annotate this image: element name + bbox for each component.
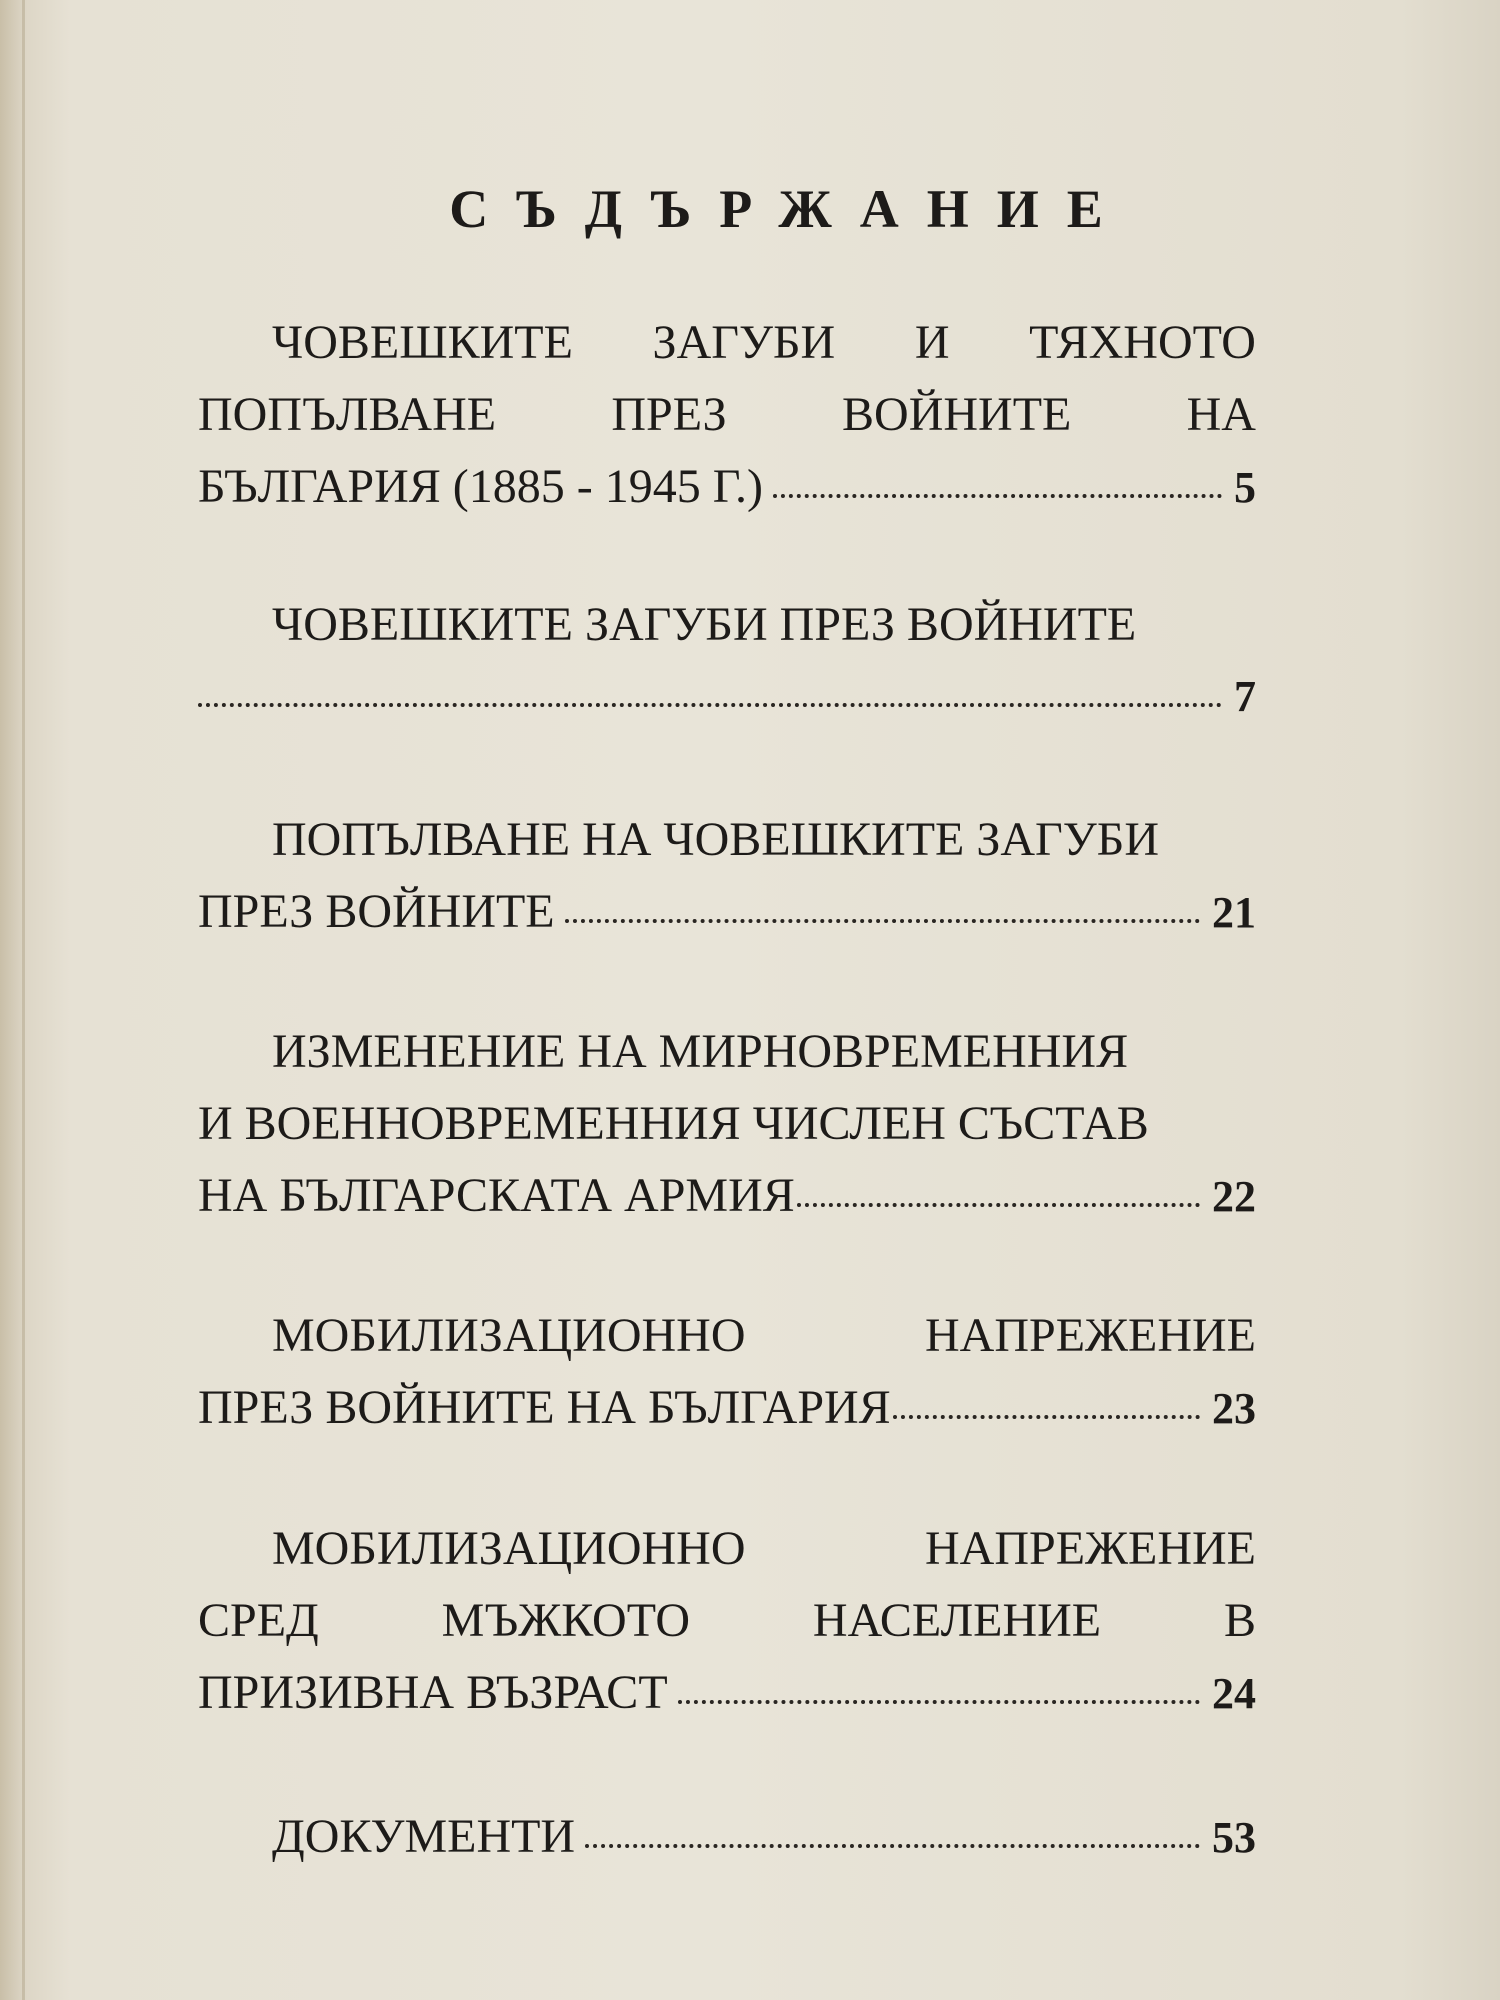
toc-entry-title-end: ДОКУМЕНТИ	[272, 1810, 576, 1863]
contents-heading: СЪДЪРЖАНИЕ	[449, 179, 1131, 239]
dot-leader	[565, 919, 1200, 923]
page-number: 24	[1212, 1669, 1256, 1718]
toc-entry-1-line-2	[198, 379, 1256, 451]
toc-entry-title-end: НА БЪЛГАРСКАТА АРМИЯ	[198, 1169, 795, 1222]
toc-entry-6	[198, 1513, 1256, 1729]
toc-entry-1-line-3	[198, 451, 1256, 523]
dot-leader	[893, 1415, 1200, 1419]
toc-entry-4-line-2	[198, 1088, 1256, 1160]
toc-entry-2-line-1	[198, 589, 1256, 661]
toc-entry-4	[198, 1016, 1256, 1232]
word: НАПРЕЖЕНИЕ	[925, 1522, 1256, 1575]
toc-entry-6-line-3	[198, 1657, 1256, 1729]
page-number: 21	[1212, 888, 1256, 937]
toc-entry-6-line-2	[198, 1585, 1256, 1657]
toc-entry-title: И ВОЕННОВРЕМЕННИЯ ЧИСЛЕН СЪСТАВ	[198, 1097, 1149, 1150]
toc-entry-6-line-1	[198, 1513, 1256, 1585]
toc-entry-title-end: ПРЕЗ ВОЙНИТЕ НА БЪЛГАРИЯ	[198, 1381, 891, 1434]
word: ВОЙНИТЕ	[842, 388, 1072, 441]
dot-leader	[198, 703, 1222, 707]
word: НАПРЕЖЕНИЕ	[925, 1309, 1256, 1362]
dot-leader	[678, 1700, 1200, 1704]
toc-entry-1	[198, 307, 1256, 523]
word: В	[1223, 1594, 1256, 1647]
word: НАСЕЛЕНИЕ	[812, 1594, 1102, 1647]
toc-entry-5	[198, 1300, 1256, 1444]
toc-entry-2	[198, 589, 1256, 733]
word: НА	[1186, 388, 1256, 441]
toc-entry-2-line-2	[198, 661, 1256, 733]
word: И	[914, 316, 950, 369]
word: СРЕД	[198, 1594, 319, 1647]
word: ЗАГУБИ	[652, 316, 836, 369]
toc-entry-3	[198, 804, 1256, 948]
page-number: 5	[1234, 463, 1256, 512]
word: ЧОВЕШКИТЕ	[272, 316, 573, 369]
word: МОБИЛИЗАЦИОННО	[272, 1309, 746, 1362]
toc-entry-title-end: ПРИЗИВНА ВЪЗРАСТ	[198, 1666, 668, 1719]
dot-leader	[797, 1203, 1200, 1207]
word: ПРЕЗ	[611, 388, 727, 441]
page-number: 23	[1212, 1384, 1256, 1433]
toc-entry-title-end: БЪЛГАРИЯ (1885 - 1945 Г.)	[198, 460, 764, 513]
word: ПОПЪЛВАНЕ	[198, 388, 497, 441]
toc-entry-4-line-1	[198, 1016, 1256, 1088]
word: ТЯХНОТО	[1029, 316, 1256, 369]
word: МОБИЛИЗАЦИОННО	[272, 1522, 746, 1575]
toc-entry-title: ПОПЪЛВАНЕ НА ЧОВЕШКИТЕ ЗАГУБИ	[272, 813, 1160, 866]
toc-entry-7-line-1	[198, 1801, 1256, 1873]
toc-entry-3-line-1	[198, 804, 1256, 876]
word: МЪЖКОТО	[441, 1594, 691, 1647]
toc-entry-7	[198, 1801, 1256, 1873]
toc-entry-title-end: ПРЕЗ ВОЙНИТЕ	[198, 885, 555, 938]
toc-entry-5-line-2	[198, 1372, 1256, 1444]
toc-entry-4-line-3	[198, 1160, 1256, 1232]
page-gutter	[22, 0, 25, 2000]
page-number: 22	[1212, 1172, 1256, 1221]
toc-entry-3-line-2	[198, 876, 1256, 948]
dot-leader	[773, 494, 1222, 498]
toc-entry-title: ИЗМЕНЕНИЕ НА МИРНОВРЕМЕННИЯ	[272, 1025, 1129, 1078]
toc-entry-1-line-1	[198, 307, 1256, 379]
page-number: 7	[1234, 672, 1256, 721]
page-number: 53	[1212, 1813, 1256, 1862]
toc-entry-title: ЧОВЕШКИТЕ ЗАГУБИ ПРЕЗ ВОЙНИТЕ	[272, 598, 1137, 651]
dot-leader	[585, 1844, 1200, 1848]
toc-entry-5-line-1	[198, 1300, 1256, 1372]
